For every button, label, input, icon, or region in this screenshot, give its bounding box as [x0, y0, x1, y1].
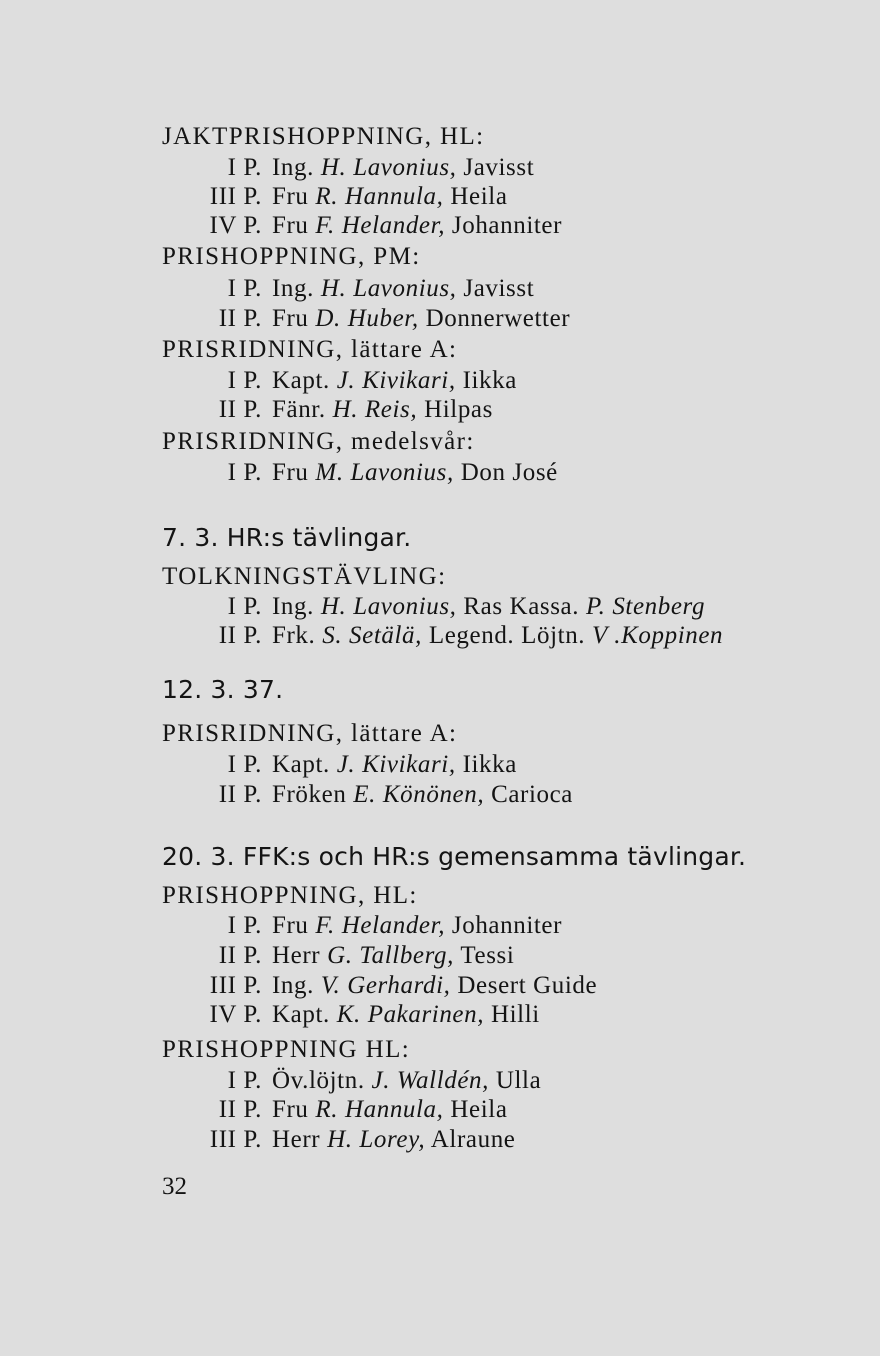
result-row [0, 304, 880, 334]
placing: IV P. [209, 1001, 262, 1028]
rider-and-horse [272, 153, 534, 183]
result-row [0, 1095, 880, 1125]
placing: I P. [227, 275, 262, 302]
rider-title: Fru [272, 183, 309, 210]
rider-and-horse [272, 1000, 540, 1030]
placing: I P. [227, 1067, 262, 1094]
result-row [0, 780, 880, 810]
rider-title: Ing. [272, 972, 314, 999]
horse-name: Iikka [462, 367, 517, 394]
rider-and-horse [272, 458, 558, 488]
placing: I P. [227, 367, 262, 394]
result-row [0, 211, 880, 241]
horse-name: Javisst [463, 275, 535, 302]
placing: I P. [227, 154, 262, 181]
rider-and-horse [272, 182, 508, 212]
rider-name: H. Lavonius, [320, 275, 457, 302]
horse-name: Hilpas [424, 396, 493, 423]
placing: II P. [218, 1096, 262, 1123]
horse-name: Carioca [491, 781, 573, 808]
rider-title: Herr [272, 942, 321, 969]
rider-title: Fru [272, 912, 309, 939]
rider-and-horse [272, 592, 705, 622]
rider-and-horse [272, 1066, 541, 1096]
rider-name: F. Helander, [315, 912, 446, 939]
rider-title: Öv.löjtn. [272, 1067, 365, 1094]
date-heading: 20. 3. FFK:s och HR:s gemensamma tävlingar. [162, 842, 747, 871]
date-heading: 7. 3. HR:s tävlingar. [162, 523, 412, 552]
placing: II P. [218, 305, 262, 332]
rider-name: J. Kivikari, [336, 367, 456, 394]
result-row [0, 395, 880, 425]
rider-name: G. Tallberg, [327, 942, 454, 969]
rider-title: Fru [272, 459, 309, 486]
rider-and-horse [272, 780, 573, 810]
section-heading: PRISRIDNING, lättare A: [162, 720, 458, 747]
rider-title: Herr [272, 1126, 321, 1153]
section-heading: PRISRIDNING, lättare A: [162, 336, 458, 363]
horse-name: Johanniter [451, 212, 563, 239]
section-heading: PRISHOPPNING, PM: [162, 243, 421, 270]
rider-name: H. Lavonius, [320, 593, 457, 620]
rider-title: Fru [272, 212, 309, 239]
rider-title: Kapt. [272, 751, 330, 778]
rider-title: Ing. [272, 275, 314, 302]
placing: I P. [227, 912, 262, 939]
horse-name: Desert Guide [457, 972, 598, 999]
date-heading: 12. 3. 37. [162, 675, 284, 704]
placing: III P. [209, 1126, 262, 1153]
rider-name: K. Pakarinen, [336, 1001, 485, 1028]
rider-name: D. Huber, [315, 305, 419, 332]
rider-name: H. Reis, [332, 396, 418, 423]
rider-title: Kapt. [272, 1001, 330, 1028]
result-row [0, 366, 880, 396]
result-row [0, 274, 880, 304]
rider-name: V. Gerhardi, [320, 972, 451, 999]
interpreter-name: V .Koppinen [592, 622, 724, 649]
rider-name: E. Könönen, [353, 781, 485, 808]
rider-title: Fru [272, 305, 309, 332]
interpreter-title: Löjtn. [521, 622, 586, 649]
rider-title: Fru [272, 1096, 309, 1123]
interpreter-name: P. Stenberg [585, 593, 706, 620]
rider-title: Ing. [272, 593, 314, 620]
placing: I P. [227, 593, 262, 620]
result-row [0, 182, 880, 212]
section-heading: PRISRIDNING, medelsvår: [162, 428, 475, 455]
rider-name: H. Lavonius, [320, 154, 457, 181]
horse-name: Ulla [495, 1067, 542, 1094]
rider-name: M. Lavonius, [315, 459, 454, 486]
result-row [0, 971, 880, 1001]
rider-title: Ing. [272, 154, 314, 181]
rider-and-horse [272, 911, 562, 941]
rider-title: Fänr. [272, 396, 326, 423]
placing: III P. [209, 183, 262, 210]
rider-and-horse [272, 304, 570, 334]
result-row [0, 1125, 880, 1155]
rider-title: Frk. [272, 622, 316, 649]
horse-name: Hilli [490, 1001, 540, 1028]
placing: II P. [218, 622, 262, 649]
result-row [0, 458, 880, 488]
section-heading: PRISHOPPNING, HL: [162, 882, 418, 909]
result-row [0, 750, 880, 780]
rider-and-horse [272, 211, 562, 241]
horse-name: Heila [450, 183, 508, 210]
page-number: 32 [162, 1173, 187, 1200]
rider-and-horse [272, 274, 534, 304]
horse-name: Don José [460, 459, 558, 486]
rider-and-horse [272, 941, 514, 971]
placing: III P. [209, 972, 262, 999]
rider-title: Fröken [272, 781, 347, 808]
rider-and-horse [272, 1125, 516, 1155]
rider-name: J. Kivikari, [336, 751, 456, 778]
placing: IV P. [209, 212, 262, 239]
placing: II P. [218, 781, 262, 808]
section-heading: TOLKNINGSTÄVLING: [162, 563, 447, 590]
placing: II P. [218, 396, 262, 423]
rider-and-horse [272, 395, 493, 425]
horse-name: Legend. [428, 622, 515, 649]
result-row [0, 621, 880, 651]
rider-title: Kapt. [272, 367, 330, 394]
horse-name: Johanniter [451, 912, 563, 939]
rider-name: H. Lorey, [327, 1126, 426, 1153]
rider-and-horse [272, 750, 517, 780]
result-row [0, 153, 880, 183]
horse-name: Tessi [460, 942, 515, 969]
placing: I P. [227, 751, 262, 778]
rider-and-horse [272, 1095, 508, 1125]
rider-and-horse [272, 971, 597, 1001]
horse-name: Donnerwetter [425, 305, 571, 332]
placing: II P. [218, 942, 262, 969]
horse-name: Ras Kassa. [463, 593, 580, 620]
rider-name: R. Hannula, [315, 183, 444, 210]
result-row [0, 1066, 880, 1096]
horse-name: Alraune [430, 1126, 516, 1153]
rider-name: S. Setälä, [322, 622, 422, 649]
horse-name: Javisst [463, 154, 535, 181]
result-row [0, 592, 880, 622]
section-heading: PRISHOPPNING HL: [162, 1036, 411, 1063]
rider-name: J. Walldén, [371, 1067, 489, 1094]
rider-name: F. Helander, [315, 212, 446, 239]
placing: I P. [227, 459, 262, 486]
rider-name: R. Hannula, [315, 1096, 444, 1123]
horse-name: Iikka [462, 751, 517, 778]
rider-and-horse [272, 621, 723, 651]
rider-and-horse [272, 366, 517, 396]
section-heading: JAKTPRISHOPPNING, HL: [162, 123, 485, 150]
result-row [0, 941, 880, 971]
result-row [0, 1000, 880, 1030]
result-row [0, 911, 880, 941]
horse-name: Heila [450, 1096, 508, 1123]
